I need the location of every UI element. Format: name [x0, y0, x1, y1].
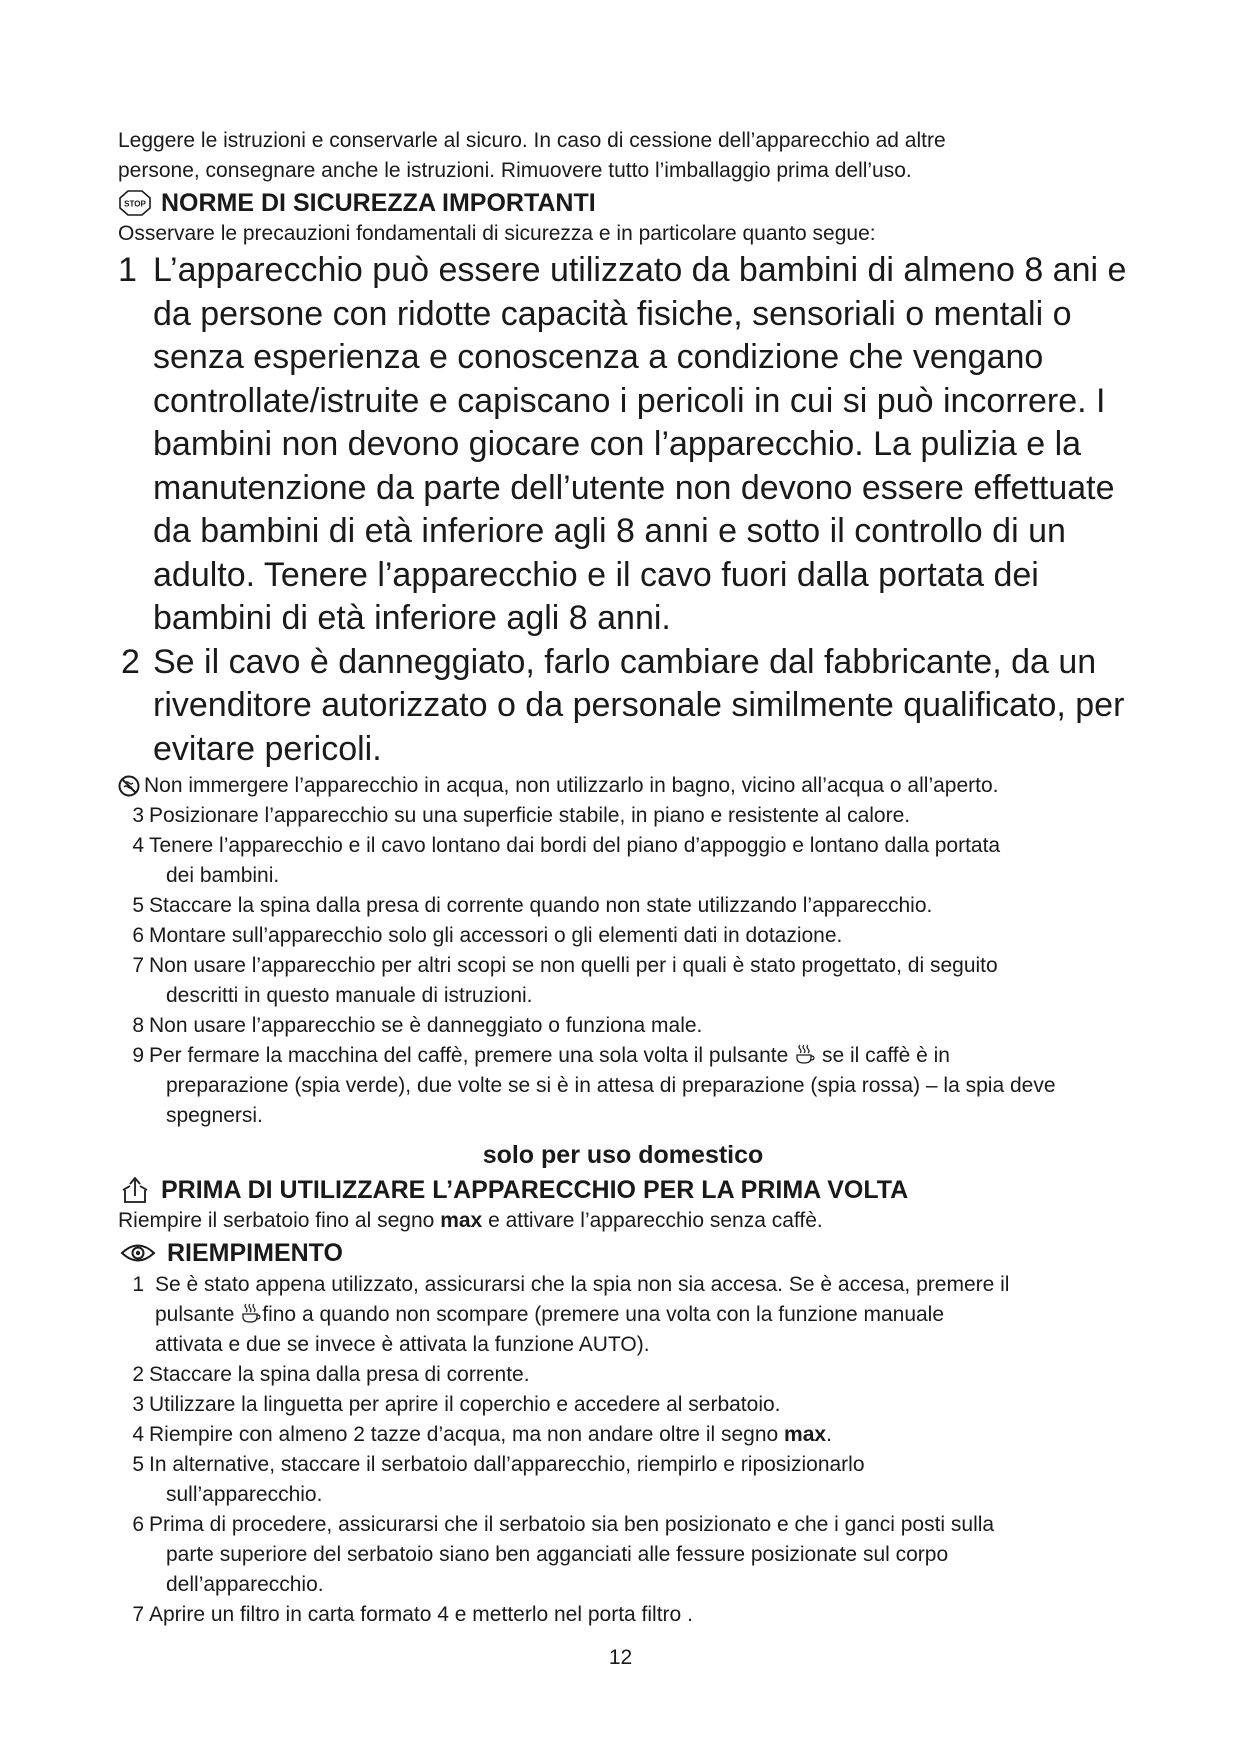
safety-subtitle: Osservare le precauzioni fondamentali di sicurezza e in particolare quanto segue: [118, 222, 876, 245]
list-item: 4 Tenere l’apparecchio e il cavo lontano dai bordi del piano d’appoggio e lontano dalla portata dei bambini. [132, 834, 1001, 887]
safety-heading [118, 186, 1128, 220]
list-item: 1 Se è stato appena utilizzato, assicurarsi che la spia non sia accesa. Se è accesa, premere il pulsante fino a quando non scompare (premere una volta con la funzione manuale attivata e due se invece è attivata la funzione AUTO). [132, 1273, 1010, 1356]
list-item: 7 Aprire un filtro in carta formato 4 e metterlo nel porta filtro . [132, 1603, 693, 1626]
domestic-use-note: solo per uso domestico [482, 1141, 764, 1169]
eye-icon [118, 1238, 158, 1268]
intro-text: Leggere le istruzioni e conservarle al sicuro. In caso di cessione dell’apparecchio ad altre persone, consegnare anche le istruzioni. Rimuovere tutto l’imballaggio prima dell’uso. [118, 129, 946, 182]
filling-title: RIEMPIMENTO [167, 1239, 343, 1267]
filling-heading [118, 1236, 1128, 1270]
water-warning: Non immergere l’apparecchio in acqua, non utilizzarlo in bagno, vicino all’acqua o all’aperto. [118, 771, 1128, 801]
list-item: 6 Prima di procedere, assicurarsi che il serbatoio sia ben posizionato e che i ganci posti sulla parte superiore del serbatoio siano ben agganciati alle fessure posizionate sul corpo dell’apparecchio. [132, 1513, 995, 1596]
safety-minor-list [118, 801, 1128, 1131]
coffee-cup-icon [794, 1043, 816, 1065]
first-use-heading [118, 1173, 1128, 1207]
stop-sign-icon [118, 188, 152, 218]
list-item: 2 Staccare la spina dalla presa di corrente. [132, 1363, 530, 1386]
coffee-cup-icon [240, 1302, 262, 1324]
list-item: 2 Se il cavo è danneggiato, farlo cambiare dal fabbricante, da un rivenditore autorizzato o da personale similmente qualificato, per evitare pericoli. [121, 642, 1125, 768]
list-item: 5 Staccare la spina dalla presa di corrente quando non state utilizzando l’apparecchio. [132, 894, 933, 917]
no-immersion-icon [118, 775, 140, 797]
list-item: 5 In alternative, staccare il serbatoio dall’apparecchio, riempirlo e riposizionarlo sull’apparecchio. [132, 1453, 865, 1506]
page-number: 12 [608, 1646, 633, 1669]
list-item: 3 Utilizzare la linguetta per aprire il coperchio e accedere al serbatoio. [132, 1393, 781, 1416]
safety-major-list [118, 249, 1128, 771]
list-item: 6 Montare sull’apparecchio solo gli accessori o gli elementi dati in dotazione. [132, 924, 843, 947]
list-item: 8 Non usare l’apparecchio se è danneggiato o funziona male. [132, 1014, 703, 1037]
first-use-title: PRIMA DI UTILIZZARE L’APPARECCHIO PER LA PRIMA VOLTA [161, 1176, 909, 1204]
list-item: 9 Per fermare la macchina del caffè, premere una sola volta il pulsante se il caffè è in preparazione (spia verde), due volte se si è in attesa di preparazione (spia rossa) – la spia deve spegnersi. [132, 1044, 1056, 1127]
list-item: 7 Non usare l’apparecchio per altri scopi se non quelli per i quali è stato progettato, di seguito descritti in questo manuale di istruzioni. [132, 954, 998, 1007]
box-unpack-icon [118, 1175, 152, 1205]
filling-list [118, 1270, 1128, 1630]
list-item: 4 Riempire con almeno 2 tazze d’acqua, ma non andare oltre il segno max. [132, 1423, 832, 1446]
manual-page [118, 126, 1128, 1630]
safety-title: NORME DI SICUREZZA IMPORTANTI [161, 189, 596, 217]
first-use-text: Riempire il serbatoio fino al segno max e attivare l’apparecchio senza caffè. [118, 1209, 823, 1232]
list-item: 3 Posizionare l’apparecchio su una superficie stabile, in piano e resistente al calore. [132, 804, 911, 827]
list-item: 1 L’apparecchio può essere utilizzato da bambini di almeno 8 ani e da persone con ridotte capacità fisiche, sensoriali o mentali o senza esperienza e conoscenza a condizione che vengano controllate/istruite e capiscano i pericoli in cui si può incorrere. I bambini non devono giocare con l’apparecchio. La pulizia e la manutenzione da parte dell’utente non devono essere effettuate da bambini di età inferiore agli 8 anni e sotto il controllo di un adulto. Tenere l’apparecchio e il cavo fuori dalla portata dei bambini di età inferiore agli 8 anni. [118, 251, 1127, 637]
svg-text:STOP: STOP [124, 199, 146, 209]
